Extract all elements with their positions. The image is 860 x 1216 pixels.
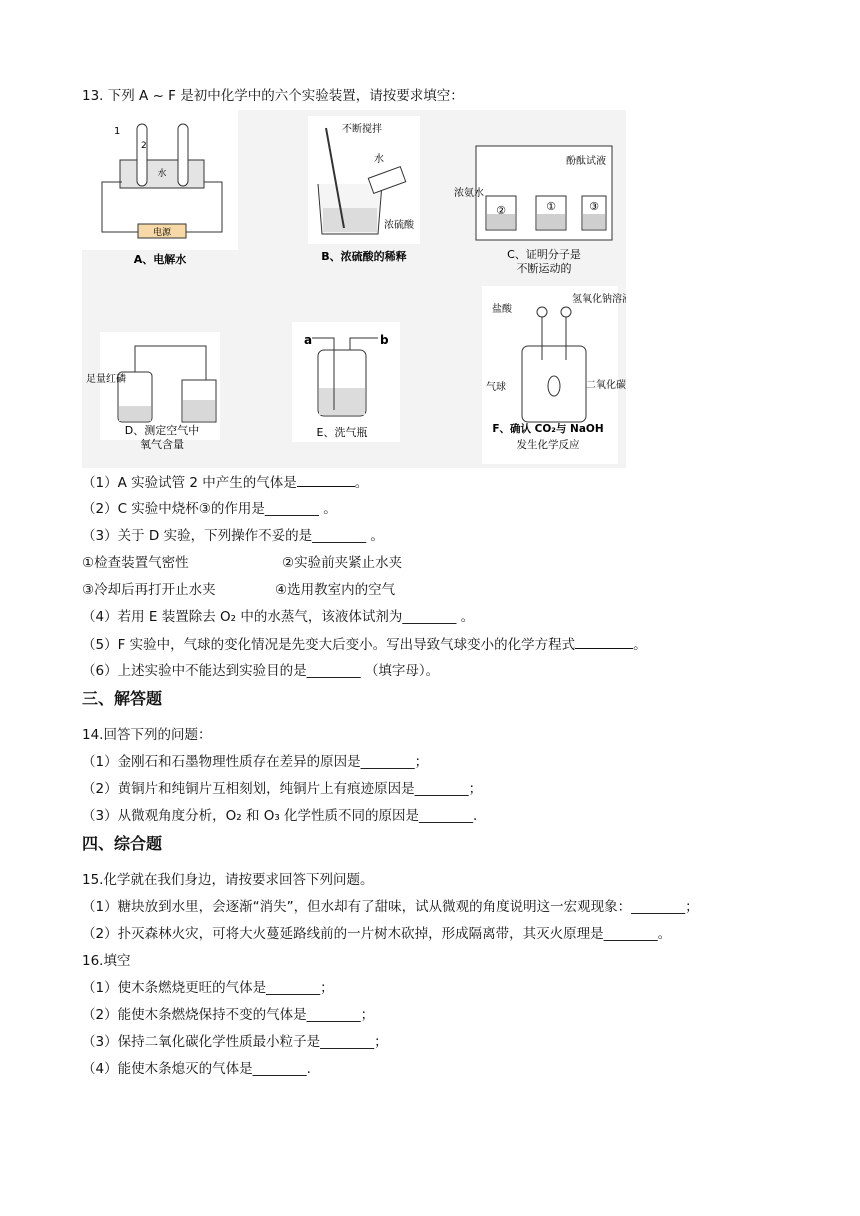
q15-intro: 15.化学就在我们身边，请按要求回答下列问题。 bbox=[82, 872, 374, 888]
d-caption-2: 氧气含量 bbox=[140, 438, 184, 451]
apparatus-d bbox=[86, 332, 220, 451]
c-caption-1: C、证明分子是 bbox=[507, 248, 581, 261]
section-heading-3: 三、解答题 bbox=[82, 689, 163, 708]
svg-text:不断搅拌: 不断搅拌 bbox=[342, 124, 382, 135]
svg-text:浓氨水: 浓氨水 bbox=[454, 188, 484, 199]
q13-option-1: ①检查装置气密性 bbox=[82, 555, 189, 571]
q13-option-2: ②实验前夹紧止水夹 bbox=[282, 555, 403, 571]
svg-text:1: 1 bbox=[114, 126, 121, 137]
q14-part-1: （1）金刚石和石墨物理性质存在差异的原因是________； bbox=[82, 754, 429, 770]
svg-text:水: 水 bbox=[374, 154, 384, 165]
q13-part-1: （1）A 实验试管 2 中产生的气体是 。 bbox=[82, 472, 368, 493]
svg-text:水: 水 bbox=[157, 169, 167, 179]
svg-text:③: ③ bbox=[589, 200, 599, 213]
svg-text:氢氧化钠溶液: 氢氧化钠溶液 bbox=[572, 294, 626, 305]
q13-part-2: （2）C 实验中烧杯③的作用是________ 。 bbox=[82, 501, 337, 517]
q16-part-2: （2）能使木条燃烧保持不变的气体是________； bbox=[82, 1007, 375, 1023]
f-caption-2: 发生化学反应 bbox=[516, 439, 580, 451]
q13-option-4: ④选用教室内的空气 bbox=[275, 582, 396, 598]
svg-text:酚酞试液: 酚酞试液 bbox=[566, 156, 606, 167]
svg-text:2: 2 bbox=[141, 141, 147, 151]
f-caption-1: F、确认 CO₂与 NaOH bbox=[492, 423, 604, 435]
q13-intro: 13. 下列 A ~ F 是初中化学中的六个实验装置，请按要求填空： bbox=[82, 88, 464, 104]
svg-text:②: ② bbox=[496, 204, 506, 217]
q16-part-4: （4）能使木条熄灭的气体是________. bbox=[82, 1061, 311, 1077]
q13-part-5: （5）F 实验中，气球的变化情况是先变大后变小。写出导致气球变小的化学方程式 。 bbox=[82, 634, 647, 655]
q13-part-4: （4）若用 E 装置除去 O₂ 中的水蒸气，该液体试剂为________ 。 bbox=[82, 609, 475, 625]
answer-blank[interactable] bbox=[575, 634, 633, 649]
q14-part-2: （2）黄铜片和纯铜片互相刻划，纯铜片上有痕迹原因是________； bbox=[82, 781, 483, 797]
svg-text:气球: 气球 bbox=[486, 382, 506, 393]
svg-text:足量红磷: 足量红磷 bbox=[86, 374, 126, 385]
q14-intro: 14.回答下列的问题： bbox=[82, 727, 212, 743]
q15-part-2: （2）扑灭森林火灾，可将大火蔓延路线前的一片树木砍掉，形成隔离带，其灭火原理是________。 bbox=[82, 926, 672, 942]
answer-blank[interactable] bbox=[297, 472, 355, 487]
svg-text:盐酸: 盐酸 bbox=[492, 304, 512, 315]
apparatus-a bbox=[82, 110, 238, 266]
a-power-label: 电源 bbox=[152, 228, 172, 238]
d-caption-1: D、测定空气中 bbox=[124, 424, 200, 437]
apparatus-b bbox=[308, 116, 420, 263]
section-heading-4: 四、综合题 bbox=[82, 834, 163, 853]
svg-text:a: a bbox=[304, 333, 313, 347]
svg-text:b: b bbox=[380, 333, 389, 347]
q13-part-6: （6）上述实验中不能达到实验目的是________ （填字母）。 bbox=[82, 663, 440, 679]
q13-option-3: ③冷却后再打开止水夹 bbox=[82, 582, 216, 598]
e-caption: E、洗气瓶 bbox=[316, 426, 368, 439]
q13-part-3: （3）关于 D 实验，下列操作不妥的是________ 。 bbox=[82, 528, 384, 544]
a-caption: A、电解水 bbox=[133, 253, 187, 266]
q14-part-3: （3）从微观角度分析，O₂ 和 O₃ 化学性质不同的原因是________. bbox=[82, 808, 478, 824]
b-caption: B、浓硫酸的稀释 bbox=[321, 250, 407, 263]
q16-intro: 16.填空 bbox=[82, 953, 131, 969]
apparatus-f bbox=[482, 286, 626, 464]
c-caption-2: 不断运动的 bbox=[516, 262, 572, 275]
svg-text:①: ① bbox=[546, 200, 556, 213]
svg-text:浓硫酸: 浓硫酸 bbox=[384, 220, 414, 231]
experiment-figure bbox=[82, 110, 626, 468]
q16-part-1: （1）使木条燃烧更旺的气体是________； bbox=[82, 980, 334, 996]
svg-text:二氧化碳: 二氧化碳 bbox=[586, 380, 626, 391]
q15-part-1: （1）糖块放到水里，会逐渐“消失”，但水却有了甜味，试从微观的角度说明这一宏观现象：________； bbox=[82, 899, 699, 915]
apparatus-e bbox=[292, 322, 400, 442]
apparatus-c bbox=[454, 146, 612, 275]
q16-part-3: （3）保持二氧化碳化学性质最小粒子是________； bbox=[82, 1034, 388, 1050]
